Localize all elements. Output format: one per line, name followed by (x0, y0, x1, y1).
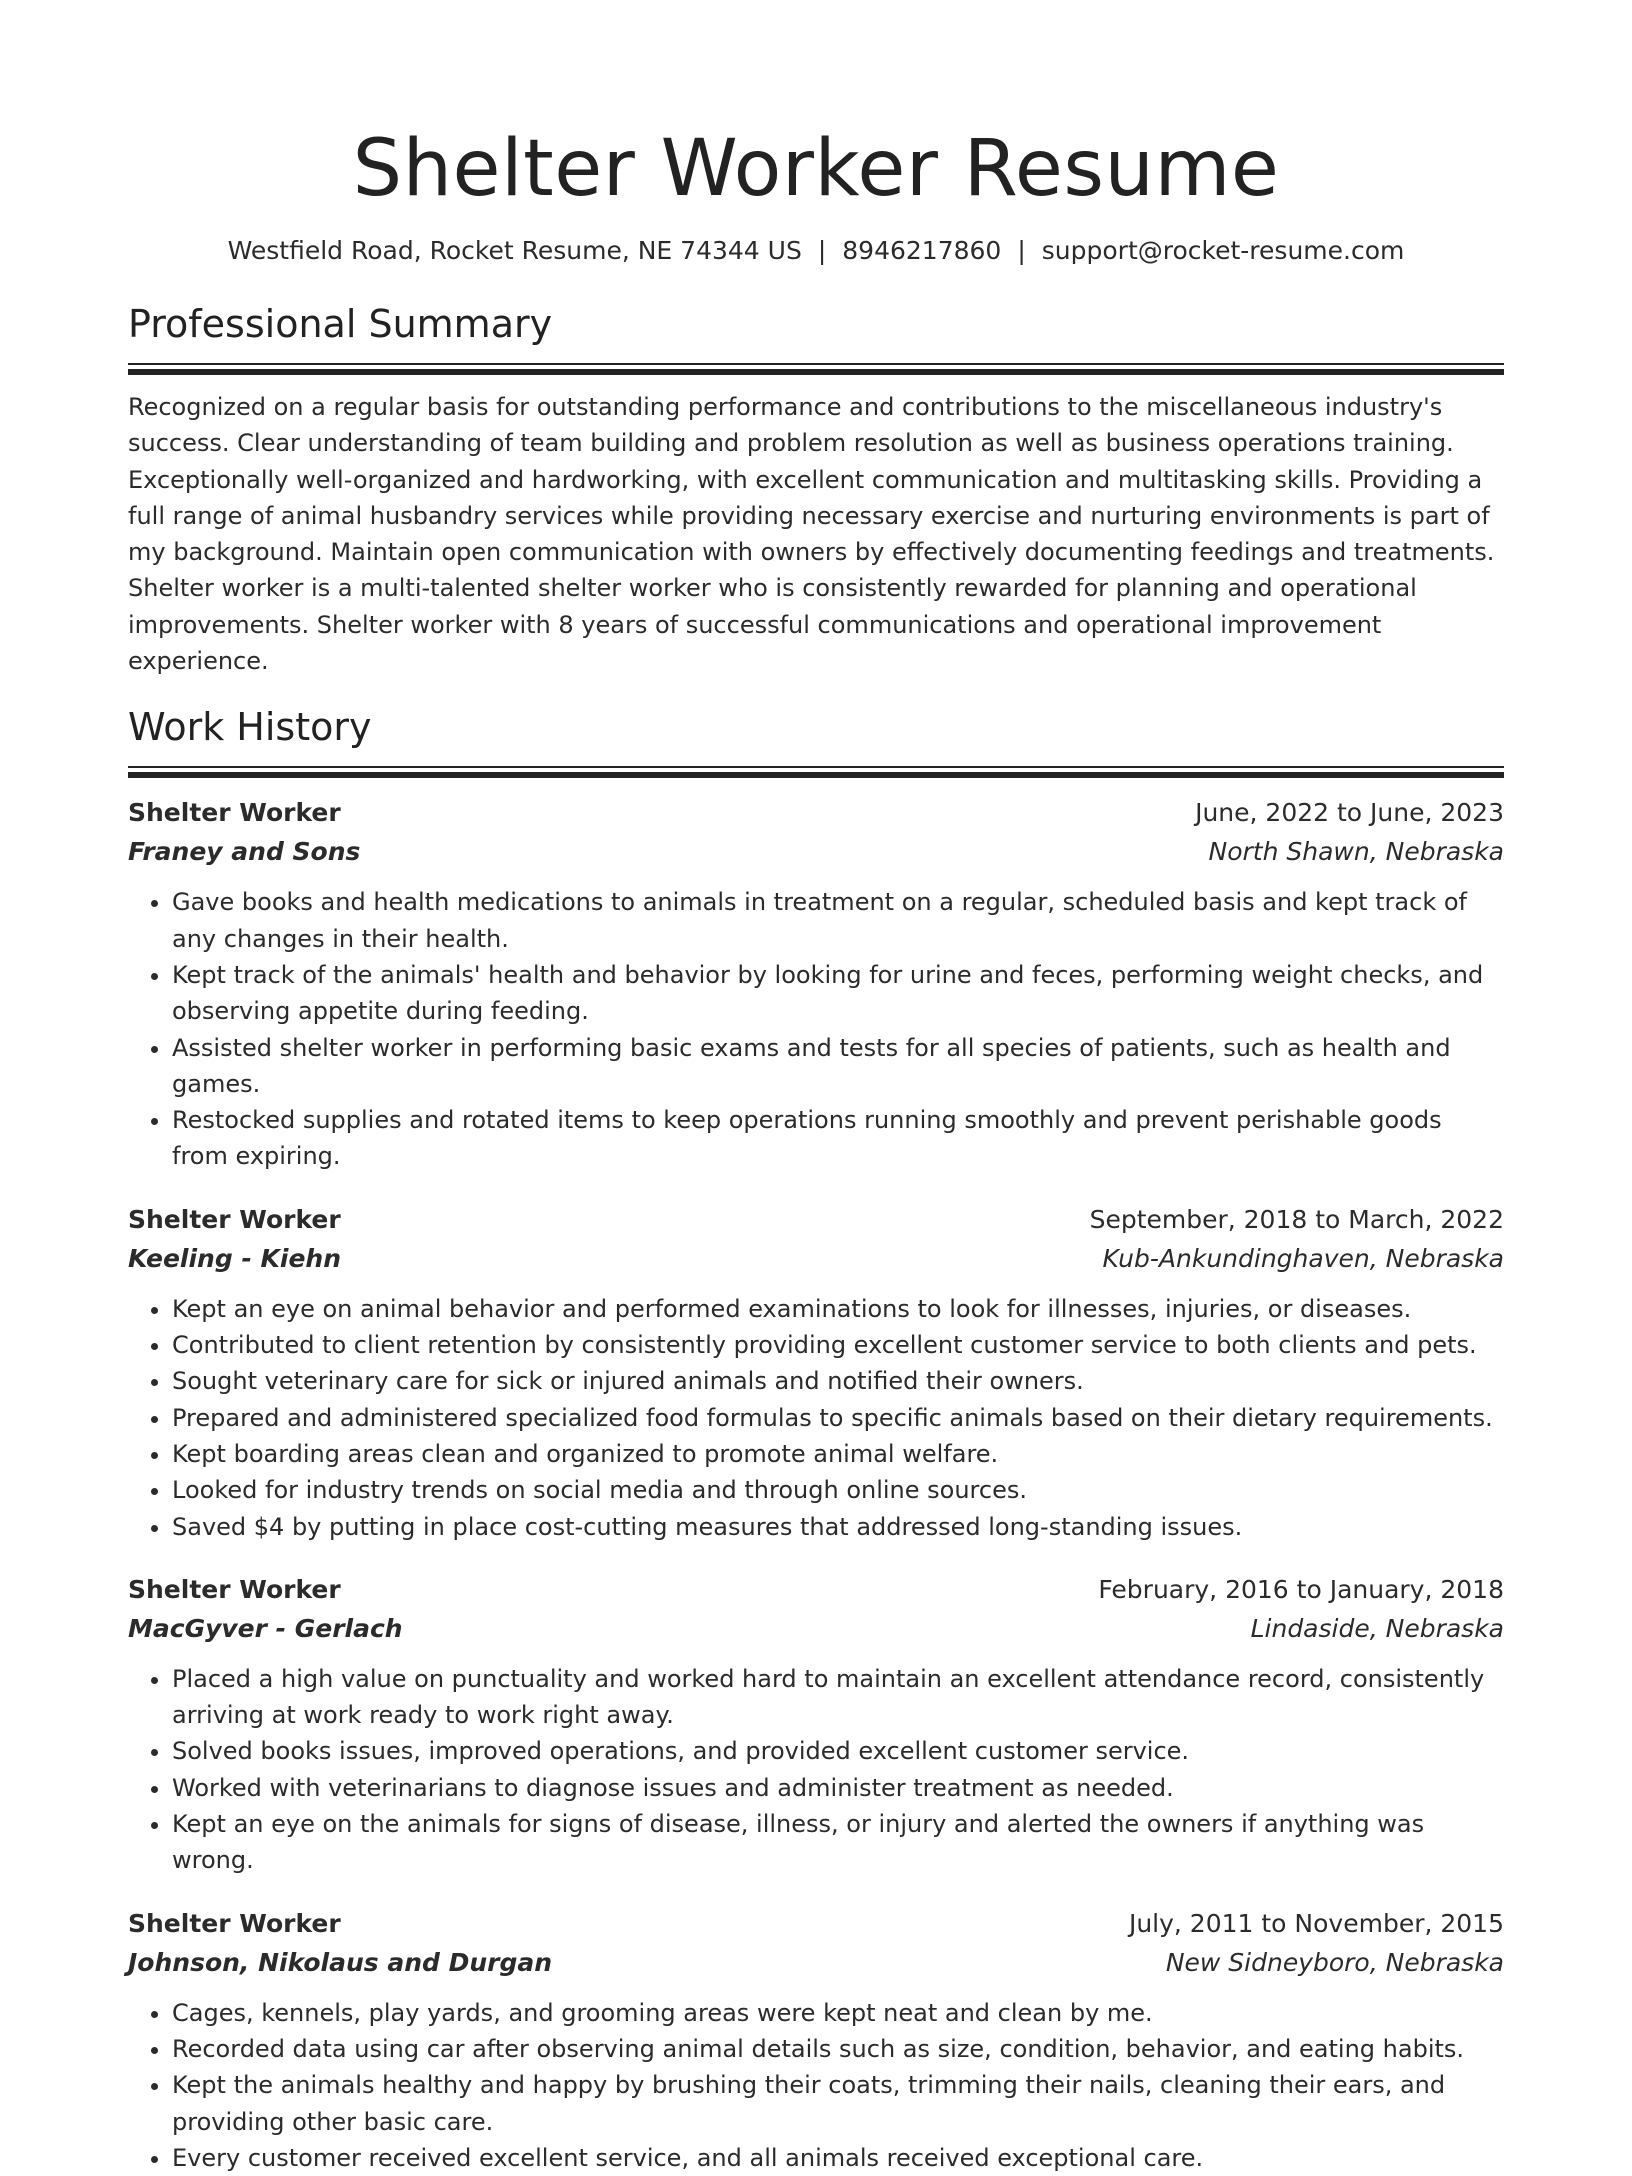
job-bullet: • Sought veterinary care for sick or injured animals and notified their owners. (172, 1363, 1504, 1399)
job-bullet: • Prepared and administered specialized food formulas to specific animals based on their dietary requirements. (172, 1400, 1504, 1436)
job-bullet: • Placed a high value on punctuality and worked hard to maintain an excellent attendance record, consistently arriving at work ready to work right away. (172, 1661, 1504, 1734)
job-company: Franey and Sons (128, 837, 361, 867)
job-company: MacGyver - Gerlach (128, 1613, 403, 1643)
contact-separator: | (1017, 236, 1026, 265)
job-title: Shelter Worker (128, 1908, 341, 1938)
job-bullet: • Kept the animals healthy and happy by brushing their coats, trimming their nails, cleaning their ears, and providing other basic care. (172, 2067, 1504, 2140)
summary-text: Recognized on a regular basis for outstanding performance and contributions to the miscellaneous industry's success. Clear understanding of team building and problem resolution as well as business operations training. Exceptionally well-organized and hardworking, with excellent communication and multitasking skills. Providing a full range of animal husbandry services while providing necessary exercise and nurturing environments is part of my background. Maintain open communication with owners by effectively documenting feedings and treatments. Shelter worker is a multi-talented shelter worker who is consistently rewarded for planning and operational improvements. Shelter worker with 8 years of successful communications and operational improvement experience. (128, 393, 1495, 676)
job-dates: July, 2011 to November, 2015 (1128, 1908, 1504, 1938)
contact-address: Westfield Road, Rocket Resume, NE 74344 US (227, 236, 802, 265)
job-location: Kub-Ankundinghaven, Nebraska (1102, 1243, 1504, 1273)
job-entry (128, 1571, 1504, 1879)
job-bullet: • Restocked supplies and rotated items to keep operations running smoothly and prevent perishable goods from expiring. (172, 1102, 1504, 1175)
job-bullet: • Gave books and health medications to animals in treatment on a regular, scheduled basis and kept track of any changes in their health. (172, 884, 1504, 957)
contact-separator: | (817, 236, 827, 265)
job-bullet: • Worked with veterinarians to diagnose issues and administer treatment as needed. (172, 1770, 1504, 1806)
job-entry (128, 1201, 1504, 1545)
job-bullet: • Kept boarding areas clean and organized to promote animal welfare. (172, 1436, 1504, 1472)
job-bullets (128, 884, 1504, 1174)
job-bullet: • Assisted shelter worker in performing basic exams and tests for all species of patients, such as health and games. (172, 1030, 1504, 1103)
job-location: New Sidneyboro, Nebraska (1165, 1947, 1504, 1977)
job-dates: February, 2016 to January, 2018 (1098, 1574, 1504, 1604)
job-bullet: • Recorded data using car after observing animal details such as size, condition, behavior, and eating habits. (172, 2031, 1504, 2067)
job-bullet: • Contributed to client retention by consistently providing excellent customer service to both clients and pets. (172, 1327, 1504, 1363)
job-company-row (128, 1943, 1504, 1983)
job-title: Shelter Worker (128, 1574, 341, 1604)
summary-heading: Professional Summary (128, 302, 553, 346)
job-company-row (128, 1609, 1504, 1649)
job-company: Keeling - Kiehn (128, 1243, 342, 1273)
contact-phone: 8946217860 (842, 236, 1002, 265)
job-bullet: • Kept an eye on the animals for signs of disease, illness, or injury and alerted the owners if anything was wrong. (172, 1806, 1504, 1879)
work-history-heading: Work History (128, 705, 372, 750)
contact-line (128, 234, 1504, 268)
job-entry (128, 1905, 1504, 2176)
job-bullet: • Cages, kennels, play yards, and grooming areas were kept neat and clean by me. (172, 1995, 1504, 2031)
job-company-row (128, 832, 1504, 872)
job-header-row (128, 794, 1504, 832)
job-dates: September, 2018 to March, 2022 (1089, 1204, 1504, 1234)
job-dates: June, 2022 to June, 2023 (1195, 798, 1504, 828)
job-header-row (128, 1905, 1504, 1943)
job-bullet: • Kept track of the animals' health and behavior by looking for urine and feces, performing weight checks, and observing appetite during feeding. (172, 957, 1504, 1030)
job-location: Lindaside, Nebraska (1250, 1613, 1504, 1643)
job-title: Shelter Worker (128, 1204, 341, 1234)
job-bullet: • Kept an eye on animal behavior and performed examinations to look for illnesses, injuries, or diseases. (172, 1291, 1504, 1327)
resume-title: Shelter Worker Resume (352, 124, 1280, 214)
job-bullets (128, 1291, 1504, 1545)
section-divider (128, 363, 1504, 375)
job-entry (128, 794, 1504, 1174)
job-bullets (128, 1995, 1504, 2176)
job-title: Shelter Worker (128, 798, 341, 828)
contact-email: support@rocket-resume.com (1041, 236, 1405, 265)
job-bullets (128, 1661, 1504, 1879)
job-company-row (128, 1239, 1504, 1279)
job-company: Johnson, Nikolaus and Durgan (128, 1947, 553, 1977)
resume-page (128, 0, 1504, 2176)
section-divider (128, 766, 1504, 778)
job-header-row (128, 1201, 1504, 1239)
job-bullet: • Saved $4 by putting in place cost-cutting measures that addressed long-standing issues. (172, 1509, 1504, 1545)
job-bullet: • Solved books issues, improved operations, and provided excellent customer service. (172, 1733, 1504, 1769)
job-header-row (128, 1571, 1504, 1609)
job-bullet: • Looked for industry trends on social media and through online sources. (172, 1472, 1504, 1508)
job-bullet: • Every customer received excellent service, and all animals received exceptional care. (172, 2140, 1504, 2176)
job-location: North Shawn, Nebraska (1208, 837, 1504, 867)
